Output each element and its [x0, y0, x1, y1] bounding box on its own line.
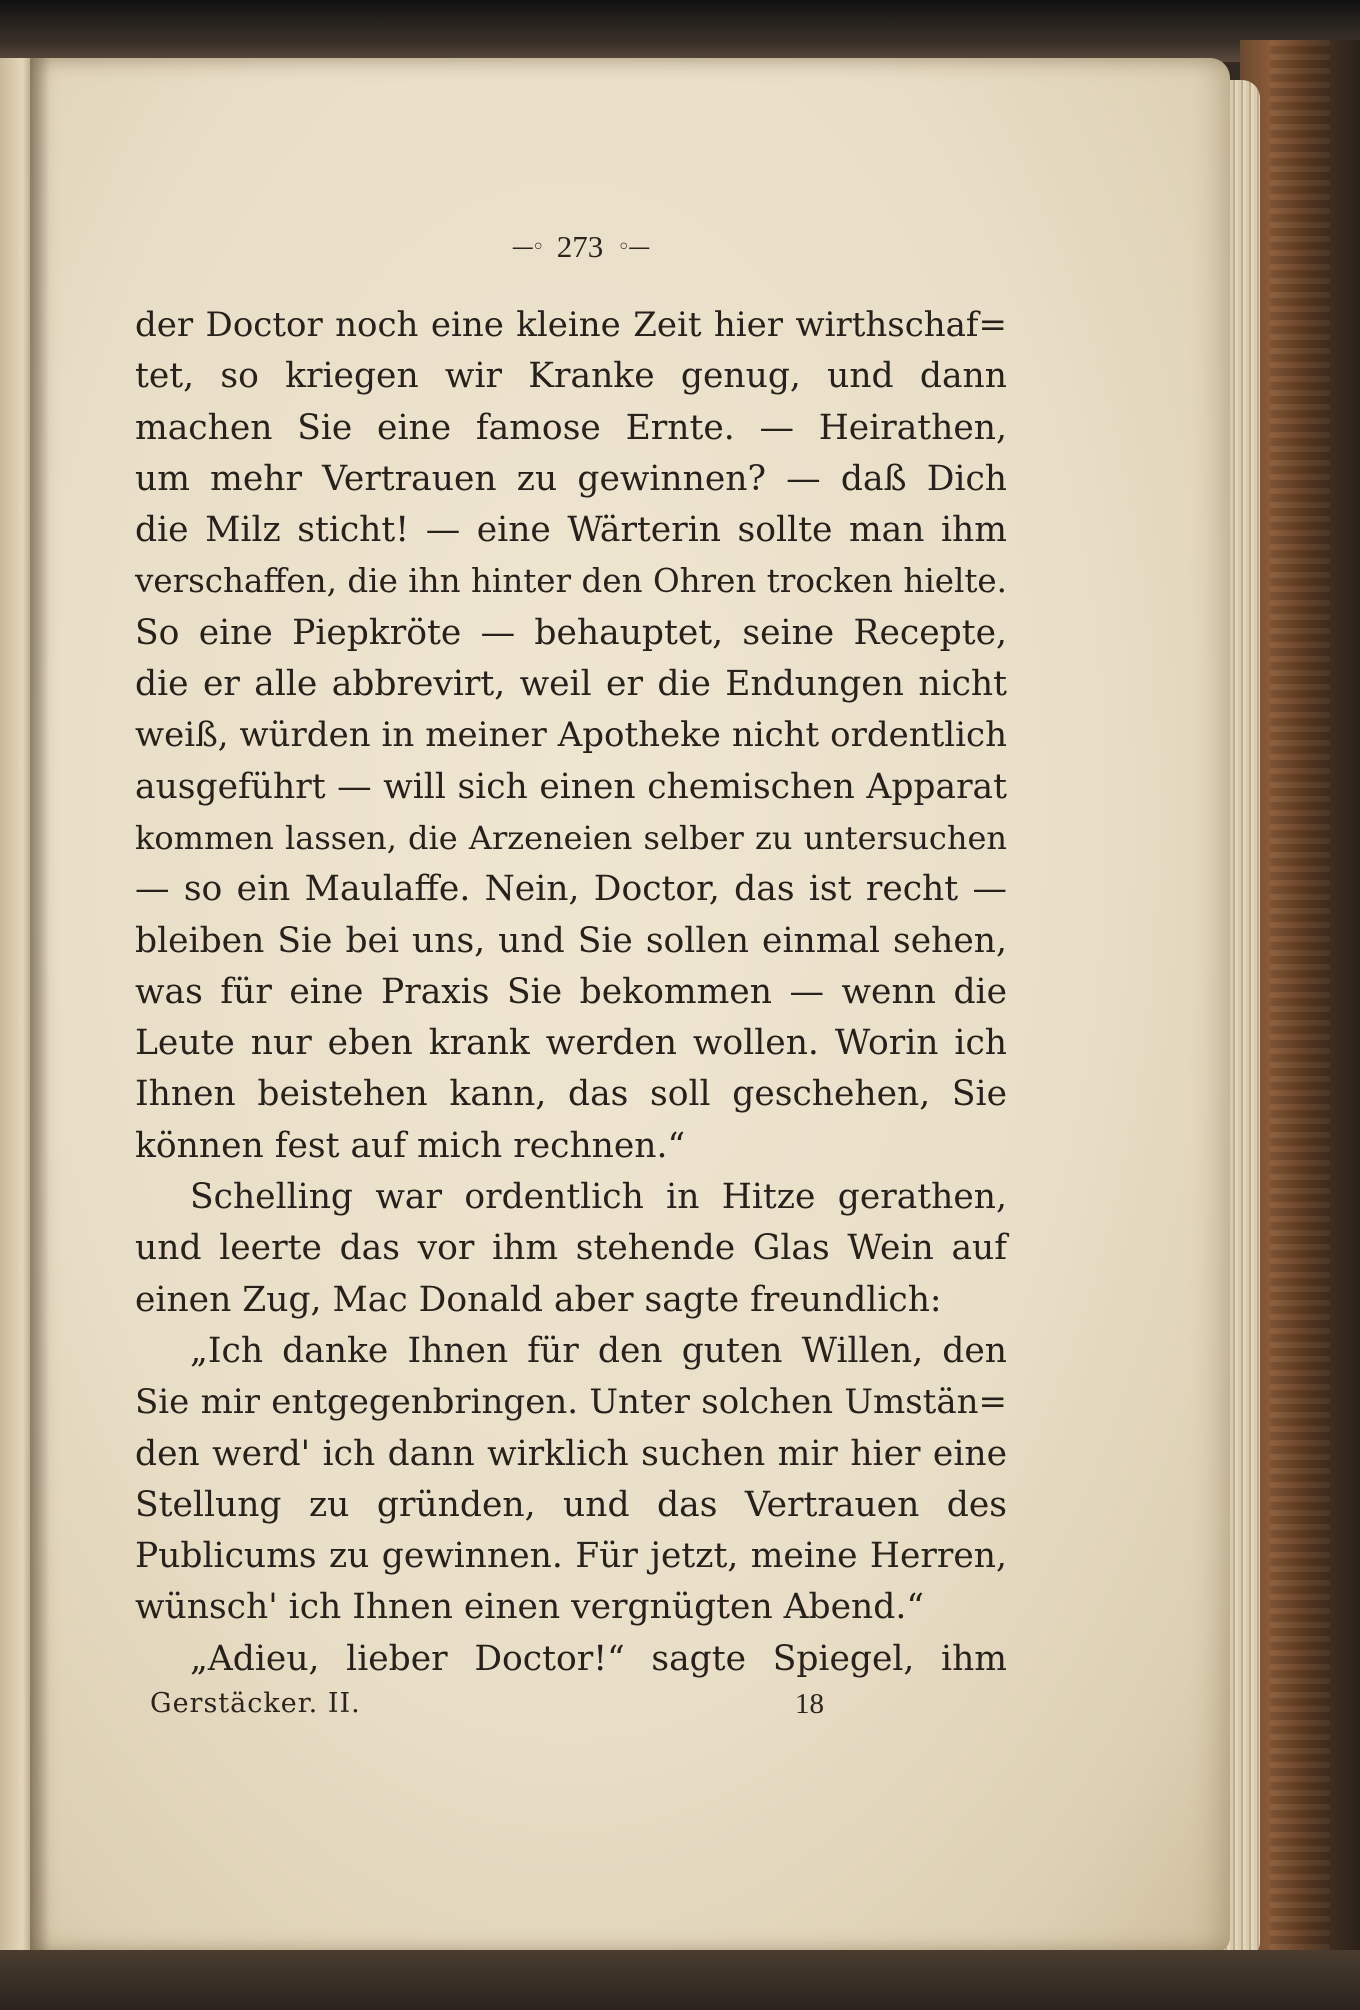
page-number: 273 [556, 229, 604, 264]
text-line: die er alle abbrevirt, weil er die Endungen nicht [135, 664, 1007, 705]
text-line: wünsch' ich Ihnen einen vergnügten Abend.“ [135, 1587, 924, 1628]
gutter-shadow [30, 58, 50, 1953]
book-cover-bottom [0, 1950, 1360, 2010]
text-line: Leute nur eben krank werden wollen. Worin ich [135, 1023, 1007, 1064]
text-line: einen Zug, Mac Donald aber sagte freundlich: [135, 1279, 942, 1320]
text-line: weiß, würden in meiner Apotheke nicht ordentlich [135, 715, 1007, 756]
body-text [135, 300, 1007, 1685]
text-line: den werd' ich dann wirklich suchen mir hier eine [135, 1433, 1007, 1474]
book-cover-top [0, 0, 1360, 62]
text-line: Ihnen beistehen kann, das soll geschehen, Sie [135, 1074, 1007, 1115]
text-line: und leerte das vor ihm stehende Glas Wein auf [135, 1228, 1007, 1269]
text-line: was für eine Praxis Sie bekommen — wenn die [135, 971, 1007, 1012]
text-line: machen Sie eine famose Ernte. — Heirathen, [135, 407, 1007, 448]
text-line: ausgeführt — will sich einen chemischen Apparat [135, 766, 1007, 807]
text-line: „Adieu, lieber Doctor!“ sagte Spiegel, ihm [190, 1638, 1007, 1679]
header-ornament-right: ◦— [617, 234, 649, 260]
text-line: die Milz sticht! — eine Wärterin sollte man ihm [135, 510, 1007, 551]
text-line: bleiben Sie bei uns, und Sie sollen einmal sehen, [135, 920, 1007, 961]
running-header [450, 222, 710, 272]
text-line: Publicums zu gewinnen. Für jetzt, meine Herren, [135, 1536, 1007, 1577]
text-line: kommen lassen, die Arzeneien selber zu untersuchen [135, 818, 1007, 857]
text-line: der Doctor noch eine kleine Zeit hier wirthschaf= [135, 305, 1007, 345]
text-line: tet, so kriegen wir Kranke genug, und dann [135, 356, 1007, 397]
text-line: Schelling war ordentlich in Hitze gerathen, [190, 1177, 1007, 1218]
page-footer [150, 1688, 850, 1732]
facing-page-edge [0, 58, 32, 1958]
text-line: Stellung zu gründen, und das Vertrauen des [135, 1484, 1007, 1525]
text-line: „Ich danke Ihnen für den guten Willen, den [190, 1330, 1007, 1371]
text-line: Sie mir entgegenbringen. Unter solchen Umstän= [135, 1382, 1007, 1423]
text-line: um mehr Vertrauen zu gewinnen? — daß Dich [135, 458, 1007, 499]
signature-mark: 18 [795, 1688, 824, 1720]
footer-author: Gerstäcker. II. [150, 1688, 361, 1719]
text-line: So eine Piepkröte — behauptet, seine Recepte, [135, 612, 1007, 653]
text-line: können fest auf mich rechnen.“ [135, 1125, 686, 1166]
text-line: — so ein Maulaffe. Nein, Doctor, das ist recht — [135, 869, 1007, 910]
text-line: verschaffen, die ihn hinter den Ohren trocken hielte. [135, 562, 1007, 601]
header-ornament-left: —◦ [511, 234, 543, 260]
